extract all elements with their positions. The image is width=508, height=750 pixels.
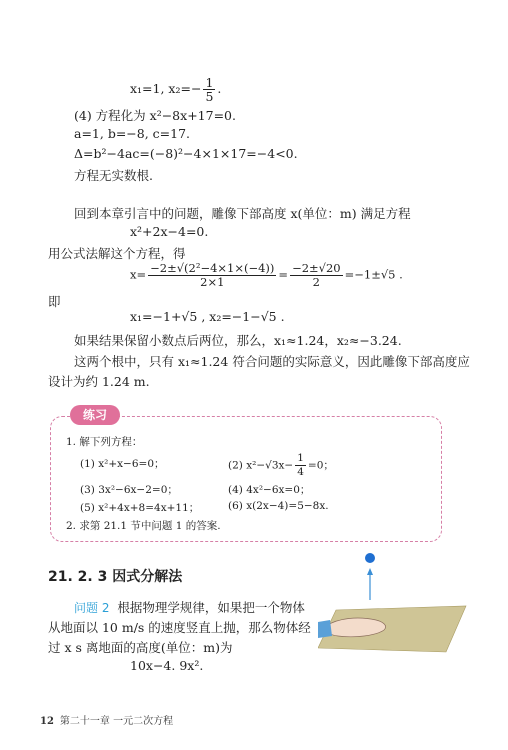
problem-text-1: 根据物理学规律，如果把一个物体 [117,600,305,615]
p2-end: =0； [307,459,334,472]
roots-text: x₁=1, x₂=− [130,81,202,96]
mid-num: −2±√20 [292,261,341,275]
use-formula-line: 用公式法解这个方程，得 [48,246,186,261]
fraction-one-quarter [295,452,306,479]
frac-num: 1 [205,75,214,90]
big-den: 2×1 [200,275,225,289]
fraction-one-fifth [203,76,215,103]
ball-icon [365,553,375,563]
result-text: =−1±√5 . [344,267,403,282]
exercise-p1: (1) x²+x−6=0； [80,458,165,470]
sleeve-icon [318,620,332,638]
roots-line-top [130,76,221,103]
delta-line: Δ=b²−4ac=(−8)²−4×1×17=−4<0. [74,146,298,161]
frac-den: 5 [205,89,214,104]
meaning-line-2: 设计为约 1.24 m. [48,374,150,389]
exercise-q1: 1. 解下列方程： [66,436,143,448]
problem-line-3: 过 x s 离地面的高度(单位：m)为 [48,640,233,655]
height-formula: 10x−4. 9x². [130,658,204,673]
p2-num: 1 [297,452,304,464]
big-num: −2±√(2²−4×1×(−4)) [150,261,275,275]
coeffs-line: a=1, b=−8, c=17. [74,126,191,141]
section-heading: 21. 2. 3 因式分解法 [48,569,183,585]
problem-line-1 [74,598,305,616]
back-to-intro: 回到本章引言中的问题，雕像下部高度 x(单位：m) 满足方程 [74,206,411,221]
meaning-line-1: 这两个根中，只有 x₁≈1.24 符合问题的实际意义，因此雕像下部高度应 [74,354,470,369]
exercise-label: 练习 [70,405,120,425]
big-fraction [148,262,276,289]
mid-fraction [290,262,343,289]
problem-line-2: 从地面以 10 m/s 的速度竖直上抛，那么物体经 [48,620,311,635]
throw-illustration [318,548,468,658]
equals-sign: = [278,267,289,282]
p2-text: (2) x²−√3x− [228,459,294,472]
formula-solution [130,262,403,289]
exercise-p5: (5) x²+4x+8=4x+11； [80,502,200,514]
p2-den: 4 [297,466,304,478]
exercise-p6: (6) x(2x−4)=5−8x. [228,500,329,512]
round-line: 如果结果保留小数点后两位，那么，x₁≈1.24，x₂≈−3.24. [74,333,402,348]
no-roots-line: 方程无实数根. [74,168,153,183]
roots-line: x₁=−1+√5 , x₂=−1−√5 . [130,309,285,324]
roots-end: . [217,81,222,96]
chapter-title: 第二十一章 一元二次方程 [59,716,174,727]
x-eq: x= [130,267,147,282]
ji-word: 即 [48,294,61,309]
arrow-up-icon [367,568,373,575]
exercise-q2: 2. 求第 21.1 节中问题 1 的答案. [66,520,221,532]
exercise-p2 [228,452,334,479]
problem-label: 问题 2 [74,601,110,615]
page-number: 12 [40,716,54,727]
equation-line: x²+2x−4=0. [130,224,209,239]
exercise-p4: (4) 4x²−6x=0； [228,484,311,496]
item4-line: (4) 方程化为 x²−8x+17=0. [74,108,236,123]
mid-den: 2 [312,275,320,289]
exercise-p3: (3) 3x²−6x−2=0； [80,484,178,496]
page-footer [40,712,173,727]
